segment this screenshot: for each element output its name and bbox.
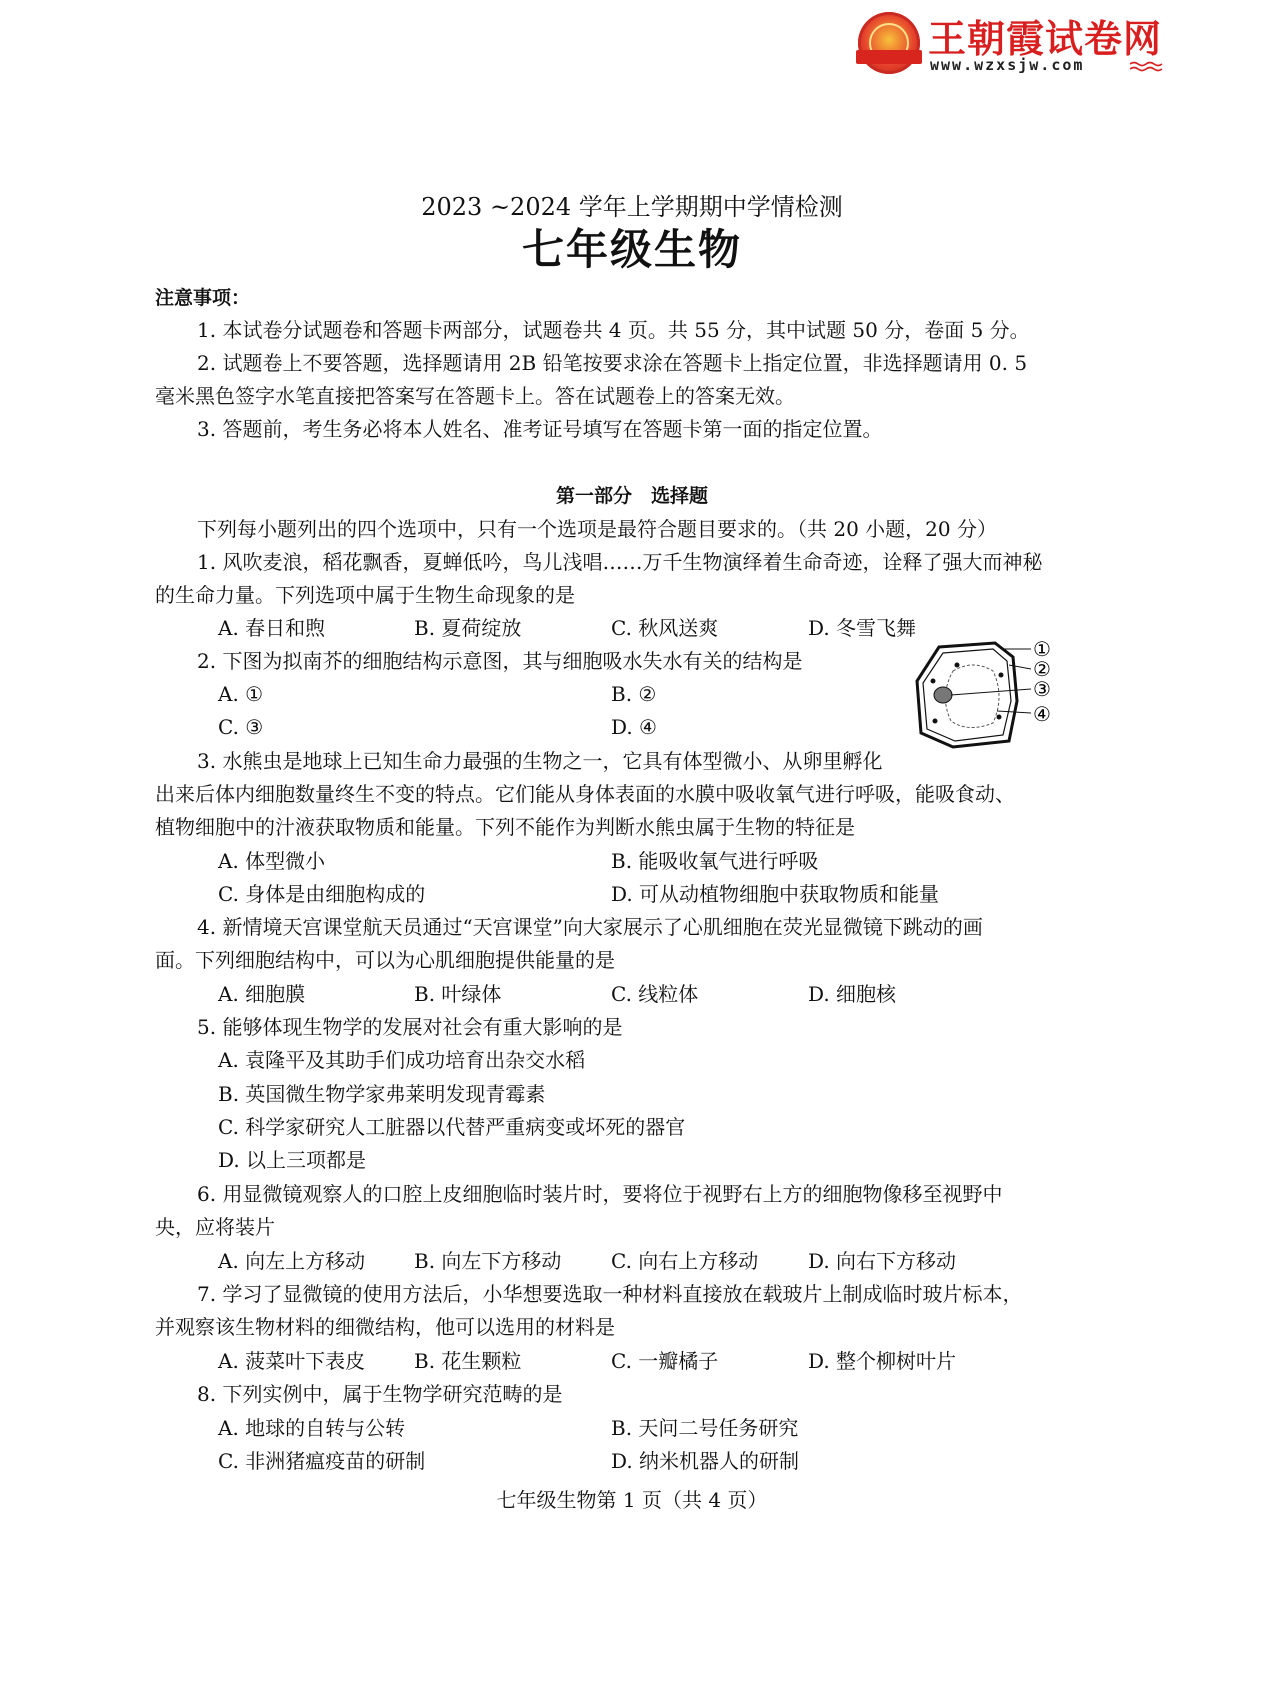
q2-option-d: D. ④ [611, 715, 657, 739]
notes-item-3: 3. 答题前，考生务必将本人姓名、准考证号填写在答题卡第一面的指定位置。 [197, 417, 883, 441]
exam-subtitle: 2023 ~2024 学年上学期期中学情检测 [421, 193, 843, 221]
q6-stem-line-2: 央，应将装片 [155, 1215, 275, 1239]
q7-stem-line-2: 并观察该生物材料的细微结构，他可以选用的材料是 [155, 1315, 615, 1339]
logo-url: www.wzxsjw.com [930, 56, 1085, 74]
q2-option-b: B. ② [611, 682, 657, 706]
page-footer: 七年级生物第 1 页（共 4 页） [496, 1488, 768, 1512]
notes-item-2-line-1: 2. 试题卷上不要答题，选择题请用 2B 铅笔按要求涂在答题卡上指定位置，非选择题请用 0. 5 [197, 351, 1028, 375]
q3-option-a: A. 体型微小 [218, 849, 326, 873]
q4-stem-line-2: 面。下列细胞结构中，可以为心肌细胞提供能量的是 [155, 948, 615, 972]
q7-option-c: C. 一瓣橘子 [611, 1349, 719, 1373]
q1-stem-line-1: 1. 风吹麦浪，稻花飘香，夏蝉低吟，鸟儿浅唱……万千生物演绎着生命奇迹，诠释了强大而神秘 [197, 550, 1043, 574]
notes-item-2-line-2: 毫米黑色签字水笔直接把答案写在答题卡上。答在试题卷上的答案无效。 [155, 384, 795, 408]
q3-stem-line-2: 出来后体内细胞数量终生不变的特点。它们能从身体表面的水膜中吸收氧气进行呼吸，能吸食动、 [155, 782, 1015, 806]
site-logo [858, 10, 1168, 76]
q8-option-b: B. 天问二号任务研究 [611, 1416, 799, 1440]
q4-stem-line-1: 4. 新情境天宫课堂航天员通过“天宫课堂”向大家展示了心肌细胞在荧光显微镜下跳动的画 [197, 915, 983, 939]
q5-option-d: D. 以上三项都是 [218, 1148, 367, 1172]
logo-waves-icon [1130, 60, 1166, 74]
section-instruction: 下列每小题列出的四个选项中，只有一个选项是最符合题目要求的。（共 20 小题，20 分） [197, 517, 997, 541]
q2-stem-line-1: 2. 下图为拟南芥的细胞结构示意图，其与细胞吸水失水有关的结构是 [197, 649, 803, 673]
cell-label-3: ③ [1033, 677, 1051, 701]
cell-label-2: ② [1033, 657, 1051, 681]
nucleus-shape [934, 687, 952, 703]
q4-option-b: B. 叶绿体 [414, 982, 502, 1006]
q8-stem-line-1: 8. 下列实例中，属于生物学研究范畴的是 [197, 1382, 563, 1406]
q3-stem-line-3: 植物细胞中的汁液获取物质和能量。下列不能作为判断水熊虫属于生物的特征是 [155, 815, 855, 839]
q6-stem-line-1: 6. 用显微镜观察人的口腔上皮细胞临时装片时，要将位于视野右上方的细胞物像移至视野中 [197, 1182, 1003, 1206]
section-title: 第一部分 选择题 [555, 485, 708, 507]
q6-option-c: C. 向右上方移动 [611, 1249, 759, 1273]
q5-stem-line-1: 5. 能够体现生物学的发展对社会有重大影响的是 [197, 1015, 623, 1039]
q4-option-c: C. 线粒体 [611, 982, 699, 1006]
q3-option-b: B. 能吸收氧气进行呼吸 [611, 849, 819, 873]
q6-option-a: A. 向左上方移动 [218, 1249, 366, 1273]
q1-option-d: D. 冬雪飞舞 [808, 616, 917, 640]
q7-option-a: A. 菠菜叶下表皮 [218, 1349, 366, 1373]
q6-option-d: D. 向右下方移动 [808, 1249, 957, 1273]
q1-option-c: C. 秋风送爽 [611, 616, 719, 640]
q8-option-a: A. 地球的自转与公转 [218, 1416, 406, 1440]
q6-option-b: B. 向左下方移动 [414, 1249, 562, 1273]
q7-option-b: B. 花生颗粒 [414, 1349, 522, 1373]
q7-stem-line-1: 7. 学习了显微镜的使用方法后，小华想要选取一种材料直接放在载玻片上制成临时玻片标本， [197, 1282, 1023, 1306]
q1-option-b: B. 夏荷绽放 [414, 616, 522, 640]
cell-label-1: ① [1033, 641, 1051, 661]
q8-option-d: D. 纳米机器人的研制 [611, 1449, 800, 1473]
q3-option-d: D. 可从动植物细胞中获取物质和能量 [611, 882, 940, 906]
q2-option-c: C. ③ [218, 715, 264, 739]
plant-cell-diagram [913, 641, 1063, 753]
vacuole-shape [945, 665, 999, 728]
logo-emblem-icon [858, 12, 920, 74]
cell-label-4: ④ [1033, 702, 1051, 726]
q3-stem-line-1: 3. 水熊虫是地球上已知生命力最强的生物之一，它具有体型微小、从卵里孵化 [197, 749, 883, 773]
q7-option-d: D. 整个柳树叶片 [808, 1349, 957, 1373]
exam-title: 七年级生物 [521, 225, 742, 274]
notes-heading: 注意事项： [155, 287, 251, 309]
logo-name: 王朝霞试卷网 [928, 17, 1163, 61]
q1-stem-line-2: 的生命力量。下列选项中属于生物生命现象的是 [155, 583, 575, 607]
q3-option-c: C. 身体是由细胞构成的 [218, 882, 426, 906]
q4-option-d: D. 细胞核 [808, 982, 897, 1006]
notes-item-1: 1. 本试卷分试题卷和答题卡两部分，试题卷共 4 页。共 55 分，其中试题 50 分，卷面 5 分。 [197, 318, 1030, 342]
q4-option-a: A. 细胞膜 [218, 982, 306, 1006]
q1-option-a: A. 春日和煦 [218, 616, 326, 640]
q5-option-b: B. 英国微生物学家弗莱明发现青霉素 [218, 1082, 546, 1106]
q8-option-c: C. 非洲猪瘟疫苗的研制 [218, 1449, 426, 1473]
q2-option-a: A. ① [218, 682, 264, 706]
q5-option-c: C. 科学家研究人工脏器以代替严重病变或坏死的器官 [218, 1115, 686, 1139]
q5-option-a: A. 袁隆平及其助手们成功培育出杂交水稻 [218, 1048, 586, 1072]
